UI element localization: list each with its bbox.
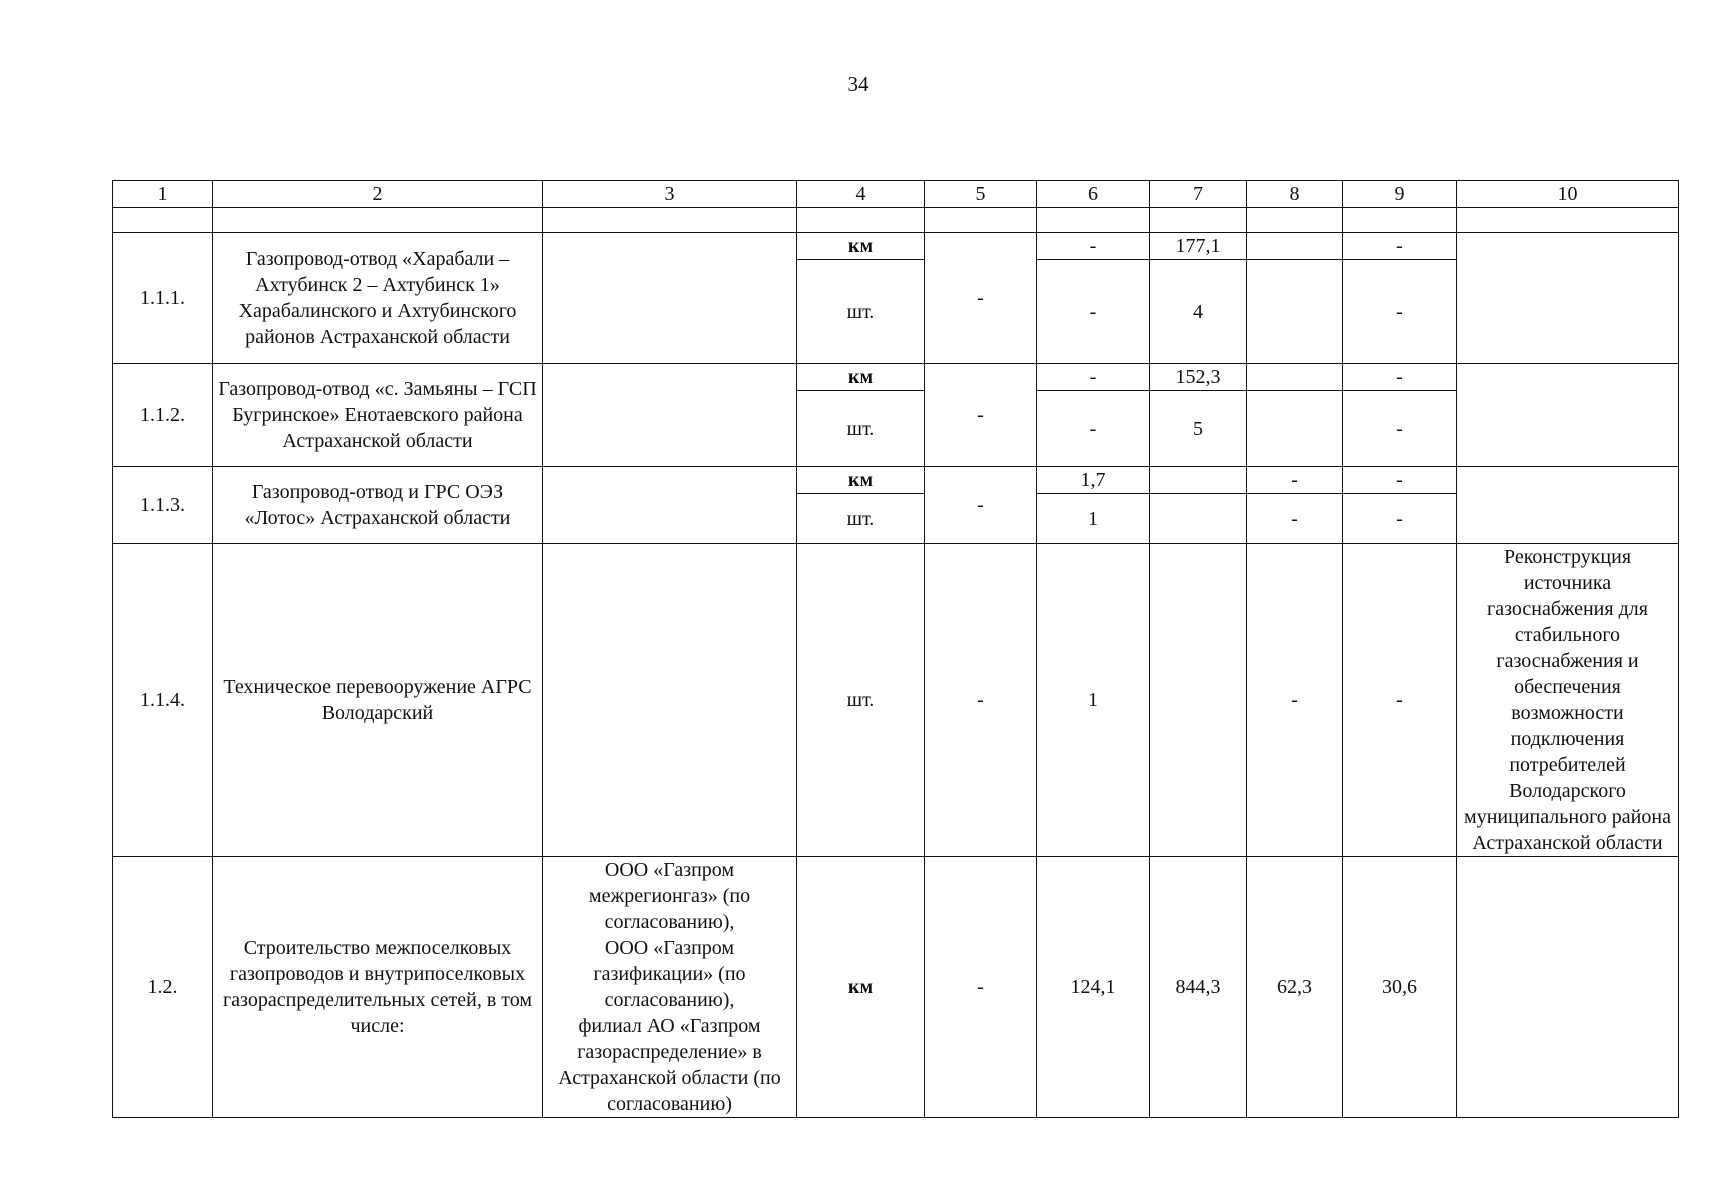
row-number: 1.1.3. [113, 467, 213, 544]
header-cell: 1 [113, 181, 213, 208]
row-number: 1.1.1. [113, 233, 213, 364]
table-row [113, 857, 1679, 1118]
row-organization [543, 233, 797, 364]
row-name: Газопровод-отвод «Харабали – Ахтубинск 2 – Ахтубинск 1» Харабалинского и Ахтубинского районов Астраханской области [213, 233, 543, 364]
organization-line: ООО «Газпром газификации» (по согласованию), [593, 937, 746, 1011]
unit-cell: км [797, 857, 925, 1118]
value-cell [1150, 544, 1247, 857]
header-cell: 9 [1343, 181, 1457, 208]
header-cell: 8 [1247, 181, 1343, 208]
value-cell: - [925, 233, 1037, 364]
value-cell: 4 [1150, 260, 1247, 364]
value-cell: - [1343, 260, 1457, 364]
value-cell: - [1343, 494, 1457, 544]
data-table [112, 180, 1679, 1118]
value-cell: - [925, 467, 1037, 544]
value-cell: - [1247, 494, 1343, 544]
row-organization [543, 364, 797, 467]
value-cell [1150, 467, 1247, 494]
table-row [113, 364, 1679, 391]
value-cell [1247, 391, 1343, 467]
organization-line: ООО «Газпром межрегионгаз» (по согласованию), [588, 859, 751, 933]
value-cell: - [1037, 260, 1150, 364]
header-cell: 6 [1037, 181, 1150, 208]
unit-cell: км [797, 233, 925, 260]
value-cell: 62,3 [1247, 857, 1343, 1118]
unit-cell: км [797, 364, 925, 391]
header-row [113, 181, 1679, 208]
row-name: Строительство межпоселковых газопроводов и внутрипоселковых газораспределительных сетей, в том числе: [213, 857, 543, 1118]
value-cell: 5 [1150, 391, 1247, 467]
row-name: Техническое перевооружение АГРС Володарский [213, 544, 543, 857]
row-organization [543, 467, 797, 544]
unit-cell: шт. [797, 260, 925, 364]
header-cell: 7 [1150, 181, 1247, 208]
row-name: Газопровод-отвод и ГРС ОЭЗ «Лотос» Астраханской области [213, 467, 543, 544]
header-cell: 5 [925, 181, 1037, 208]
value-cell: 1 [1037, 494, 1150, 544]
value-cell: - [925, 857, 1037, 1118]
value-cell: - [1247, 467, 1343, 494]
value-cell: - [925, 544, 1037, 857]
value-cell: - [1343, 364, 1457, 391]
row-note: Реконструкция источника газоснабжения для стабильного газоснабжения и обеспечения возможности подключения потребителей Володарского муниципального района Астраханской области [1457, 544, 1679, 857]
row-organization [543, 544, 797, 857]
table-row [113, 233, 1679, 260]
value-cell [1150, 494, 1247, 544]
table-row [113, 544, 1679, 857]
value-cell: - [1343, 391, 1457, 467]
row-note [1457, 857, 1679, 1118]
value-cell: - [1037, 233, 1150, 260]
organization-line: филиал АО «Газпром газораспределение» в Астраханской области (по согласованию) [558, 1015, 781, 1115]
row-number: 1.1.2. [113, 364, 213, 467]
unit-cell: шт. [797, 391, 925, 467]
row-name: Газопровод-отвод «с. Замьяны – ГСП Бугринское» Енотаевского района Астраханской области [213, 364, 543, 467]
header-cell: 4 [797, 181, 925, 208]
value-cell: 177,1 [1150, 233, 1247, 260]
page-number: 34 [847, 72, 869, 96]
value-cell: 124,1 [1037, 857, 1150, 1118]
header-cell: 3 [543, 181, 797, 208]
value-cell: 1 [1037, 544, 1150, 857]
value-cell: - [1037, 364, 1150, 391]
value-cell: - [1343, 467, 1457, 494]
row-number: 1.1.4. [113, 544, 213, 857]
value-cell: 1,7 [1037, 467, 1150, 494]
row-number: 1.2. [113, 857, 213, 1118]
value-cell: 30,6 [1343, 857, 1457, 1118]
value-cell: - [1037, 391, 1150, 467]
header-cell: 2 [213, 181, 543, 208]
row-note [1457, 467, 1679, 544]
value-cell: - [1247, 544, 1343, 857]
value-cell [1247, 364, 1343, 391]
value-cell: - [1343, 233, 1457, 260]
header-cell: 10 [1457, 181, 1679, 208]
value-cell: 844,3 [1150, 857, 1247, 1118]
row-note [1457, 364, 1679, 467]
value-cell [1247, 260, 1343, 364]
row-organization [543, 857, 797, 1118]
value-cell [1247, 233, 1343, 260]
value-cell: - [1343, 544, 1457, 857]
unit-cell: км [797, 467, 925, 494]
blank-row [113, 208, 1679, 233]
unit-cell: шт. [797, 494, 925, 544]
unit-cell: шт. [797, 544, 925, 857]
value-cell: 152,3 [1150, 364, 1247, 391]
value-cell: - [925, 364, 1037, 467]
row-note [1457, 233, 1679, 364]
table-row [113, 467, 1679, 494]
